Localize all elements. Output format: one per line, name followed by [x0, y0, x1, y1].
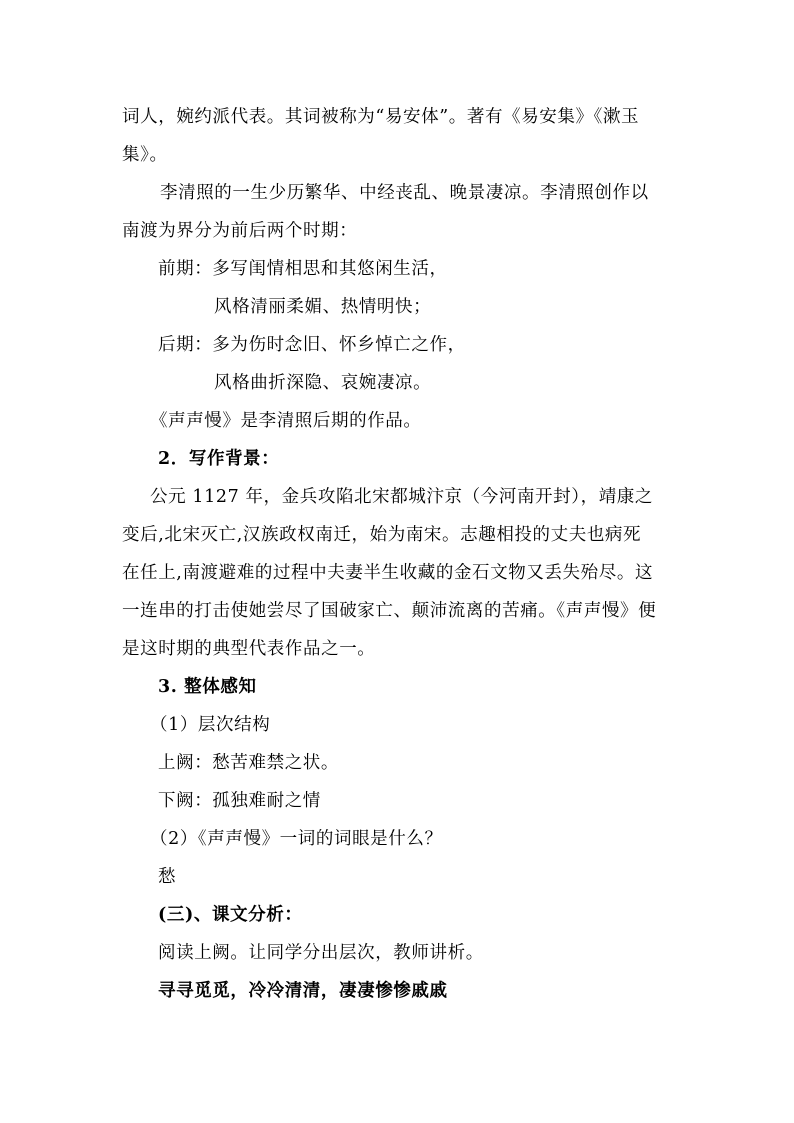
poem-line: 寻寻觅觅，冷冷清清，凄凄惨惨戚戚 [158, 981, 448, 1001]
text-line: 前期：多写闺情相思和其悠闲生活， [158, 259, 448, 279]
text-line: 是这时期的典型代表作品之一。 [122, 639, 376, 659]
text-line: 公元 1127 年，金兵攻陷北宋都城汴京（今河南开封），靖康之 [150, 487, 654, 507]
text-line: 《声声慢》是李清照后期的作品。 [150, 411, 422, 431]
text-line: 集》。 [122, 145, 168, 165]
text-line: 后期：多为伤时念旧、怀乡悼亡之作， [158, 335, 466, 355]
text-line: 一连串的打击使她尝尽了国破家亡、颠沛流离的苦痛。《声声慢》便 [122, 601, 657, 621]
text-line: 词人，婉约派代表。其词被称为“易安体”。著有《易安集》《漱玉 [122, 107, 640, 127]
text-line: （2）《声声慢》一词的词眼是什么？ [150, 829, 443, 849]
text-line: 风格曲折深隐、哀婉凄凉。 [214, 373, 432, 393]
section-heading: 3. 整体感知 [158, 677, 257, 697]
text-line: 风格清丽柔媚、热情明快； [214, 297, 432, 317]
text-line: 李清照的一生少历繁华、中经丧乱、晚景凄凉。李清照创作以 [160, 183, 649, 203]
text-line: 阅读上阙。让同学分出层次，教师讲析。 [158, 943, 484, 963]
text-line: 下阙：孤独难耐之情 [158, 791, 321, 811]
section-heading: 2．写作背景： [158, 449, 280, 469]
text-line: 南渡为界分为前后两个时期： [122, 221, 358, 241]
text-line: 愁 [158, 867, 177, 887]
section-heading: (三)、课文分析： [158, 905, 303, 925]
text-line: （1）层次结构 [150, 715, 271, 735]
text-line: 变后,北宋灭亡,汉族政权南迁，始为南宋。志趣相投的丈夫也病死 [122, 525, 642, 545]
text-line: 在任上,南渡避难的过程中夫妻半生收藏的金石文物又丢失殆尽。这 [122, 563, 654, 583]
text-line: 上阙：愁苦难禁之状。 [158, 753, 339, 773]
